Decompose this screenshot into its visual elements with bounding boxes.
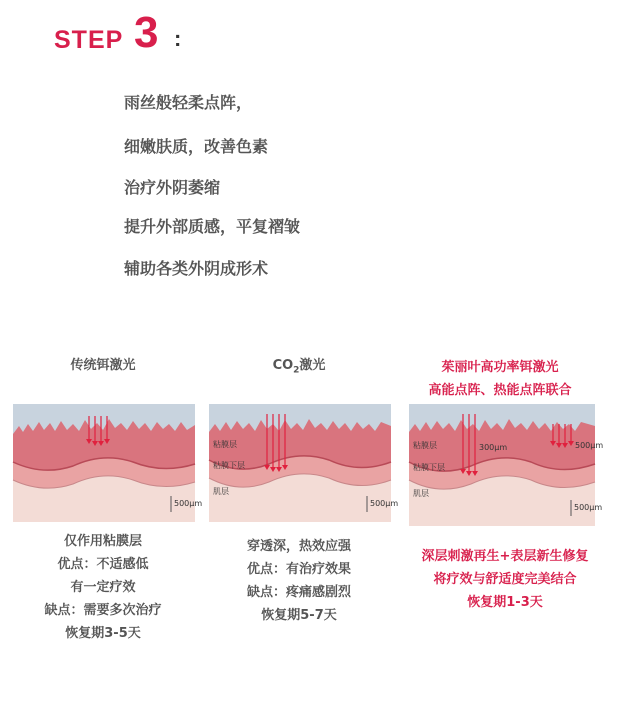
step-colon: : xyxy=(174,26,182,51)
mucosa-label: 粘膜层 xyxy=(413,441,437,450)
feature-item: 提升外部质感，平复褶皱 xyxy=(124,217,301,236)
desc-line: 将疗效与舒适度完美结合 xyxy=(433,572,577,587)
desc-line: 穿透深，热效应强 xyxy=(246,539,351,554)
desc-line: 优点：有治疗效果 xyxy=(246,562,351,577)
desc-line: 恢复期3-5天 xyxy=(65,626,141,641)
scale-label: 500μm xyxy=(174,499,203,508)
submucosa-label: 粘膜下层 xyxy=(413,463,445,472)
tissue-svg xyxy=(13,404,203,522)
depth-label: 300μm xyxy=(479,443,508,452)
tissue-svg xyxy=(209,404,399,522)
desc-line: 恢复期1-3天 xyxy=(467,595,543,610)
tissue-diagram-co2 xyxy=(209,404,399,522)
scale-label: 500μm xyxy=(370,499,399,508)
scale-label: 500μm xyxy=(574,503,603,512)
tissue-diagram-traditional xyxy=(13,404,203,522)
desc-line: 深层刺激再生+表层新生修复 xyxy=(421,549,589,564)
muscle-label: 肌层 xyxy=(413,489,429,498)
desc-line: 有一定疗效 xyxy=(70,580,136,595)
co2-title-main: CO xyxy=(272,358,294,373)
desc-line: 恢复期5-7天 xyxy=(261,608,337,623)
mucosa-label: 粘膜层 xyxy=(213,440,237,449)
tissue-diagram-juliet xyxy=(409,404,604,526)
column-title-traditional: 传统铒激光 xyxy=(70,358,136,373)
step-word: STEP xyxy=(54,26,124,54)
feature-item: 细嫩肤质，改善色素 xyxy=(124,137,269,156)
desc-line: 缺点：需要多次治疗 xyxy=(44,603,162,618)
feature-item: 辅助各类外阴成形术 xyxy=(124,259,269,278)
column-description-traditional xyxy=(13,530,193,645)
column-title-co2 xyxy=(209,354,389,376)
co2-title-tail: 激光 xyxy=(299,358,326,373)
feature-item: 雨丝般轻柔点阵， xyxy=(124,93,253,112)
depth-label: 500μm xyxy=(575,441,604,450)
submucosa-label: 粘膜下层 xyxy=(213,461,245,470)
column-title-juliet: 茱丽叶高功率铒激光 xyxy=(441,360,559,375)
column-description-co2 xyxy=(209,535,389,627)
column-subtitle-juliet: 高能点阵、热能点阵联合 xyxy=(428,383,572,398)
column-description-juliet xyxy=(405,545,605,614)
desc-line: 缺点：疼痛感剧烈 xyxy=(246,585,351,600)
feature-item: 治疗外阴萎缩 xyxy=(124,178,221,197)
step-number: 3 xyxy=(134,8,159,57)
desc-line: 优点：不适感低 xyxy=(57,557,149,572)
co2-title-subscript: 2 xyxy=(293,365,300,376)
muscle-label: 肌层 xyxy=(213,487,229,496)
tissue-svg xyxy=(409,404,604,526)
desc-line: 仅作用粘膜层 xyxy=(63,534,142,549)
